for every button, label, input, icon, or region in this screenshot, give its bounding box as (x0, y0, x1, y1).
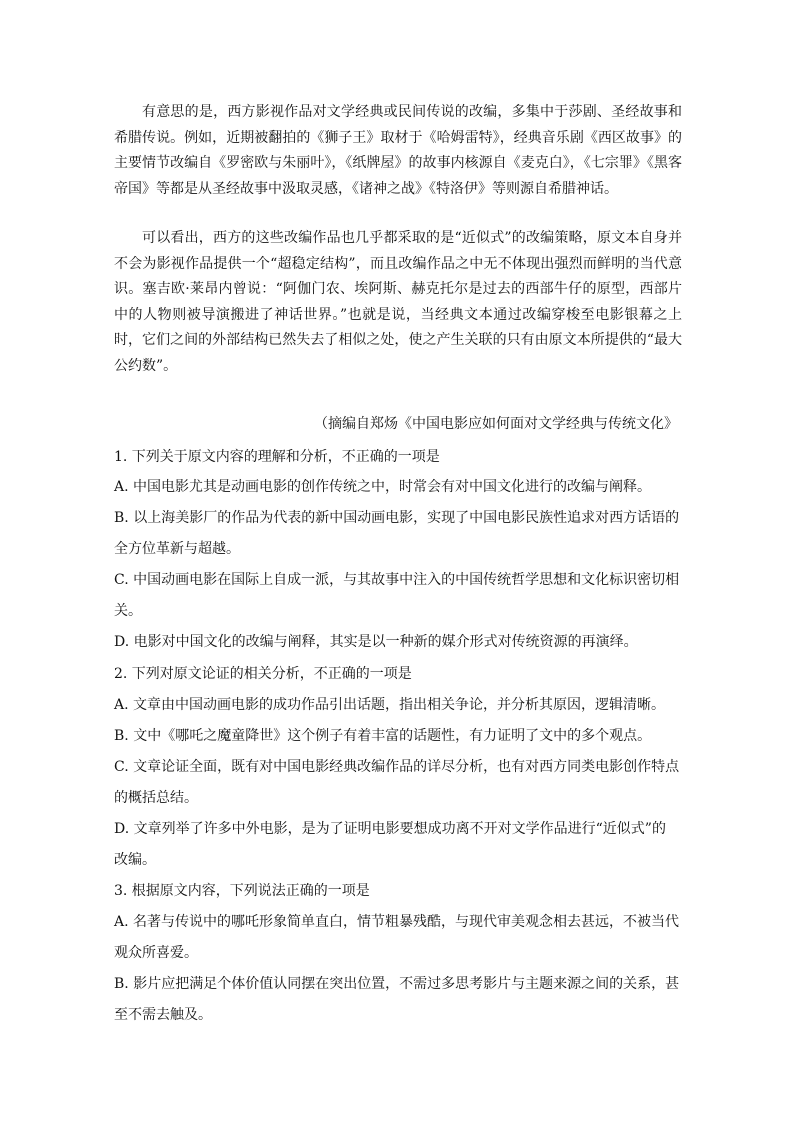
question-1-option-c-line-1: C. 中国动画电影在国际上自成一派，与其故事中注入的中国传统哲学思想和文化标识密切相 (114, 572, 680, 588)
question-1-option-c-line-2: 关。 (114, 603, 142, 619)
question-3-option-b-line-2: 至不需去触及。 (114, 1007, 212, 1023)
question-1-option-a: A. 中国电影尤其是动画电影的创作传统之中，时常会有对中国文化进行的改编与阐释。 (114, 479, 652, 495)
question-3-option-a-line-1: A. 名著与传说中的哪吒形象简单直白，情节粗暴残酷，与现代审美观念相去甚远，不被当代 (114, 914, 680, 930)
question-2-option-d-line-2: 改编。 (114, 852, 156, 868)
question-2-option-b: B. 文中《哪吒之魔童降世》这个例子有着丰富的话题性，有力证明了文中的多个观点。 (114, 728, 652, 744)
question-2-option-c-line-1: C. 文章论证全面，既有对中国电影经典改编作品的详尽分析，也有对西方同类电影创作特点 (114, 759, 680, 775)
question-1-option-d: D. 电影对中国文化的改编与阐释，其实是以一种新的媒介形式对传统资源的再演绎。 (114, 634, 638, 650)
question-2-option-a: A. 文章由中国动画电影的成功作品引出话题，指出相关争论，并分析其原因，逻辑清晰。 (114, 697, 666, 713)
passage-paragraph-1: 有意思的是，西方影视作品对文学经典或民间传说的改编，多集中于莎剧、圣经故事和希腊传说。例如，近期被翻拍的《狮子王》取材于《哈姆雷特》，经典音乐剧《西区故事》的主要情节改编自《罗密欧与朱丽叶》，《纸牌屋》的故事内核源自《麦克白》，《七宗罪》《黑客帝国》等都是从圣经故事中汲取灵感，《诸神之战》《特洛伊》等则源自希腊神话。 (114, 104, 682, 197)
question-2-option-d-line-1: D. 文章列举了许多中外电影，是为了证明电影要想成功离不开对文学作品进行“近似式”的 (114, 821, 666, 837)
question-2-stem: 2. 下列对原文论证的相关分析，不正确的一项是 (114, 666, 412, 682)
question-1-stem: 1. 下列关于原文内容的理解和分析，不正确的一项是 (114, 449, 440, 465)
question-2-option-c-line-2: 的概括总结。 (114, 790, 198, 806)
question-1-option-b-line-1: B. 以上海美影厂的作品为代表的新中国动画电影，实现了中国电影民族性追求对西方话语的 (114, 510, 680, 526)
question-3-option-a-line-2: 观众所喜爱。 (114, 945, 198, 961)
passage-paragraph-2: 可以看出，西方的这些改编作品也几乎都采取的是“近似式”的改编策略，原文本自身并不会为影视作品提供一个“超稳定结构”，而且改编作品之中无不体现出强烈而鲜明的当代意识。塞吉欧·莱昂内曾说：“阿伽门农、埃阿斯、赫克托尔是过去的西部牛仔的原型，西部片中的人物则被导演搬进了神话世界。”也就是说，当经典文本通过改编穿梭至电影银幕之上时，它们之间的外部结构已然失去了相似之处，使之产生关联的只有由原文本所提供的“最大公约数”。 (114, 230, 682, 374)
passage-source: （摘编自郑炀《中国电影应如何面对文学经典与传统文化》 (314, 416, 678, 432)
question-1-option-b-line-2: 全方位革新与超越。 (114, 541, 240, 557)
question-3-option-b-line-1: B. 影片应把满足个体价值认同摆在突出位置，不需过多思考影片与主题来源之间的关系，甚 (114, 976, 680, 992)
question-3-stem: 3. 根据原文内容，下列说法正确的一项是 (114, 883, 370, 899)
